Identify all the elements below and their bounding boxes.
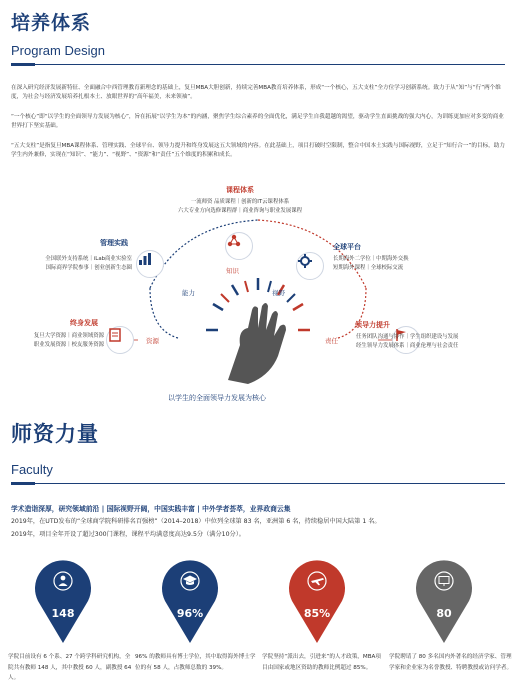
program-divider-accent [11, 63, 35, 66]
bar-chart-icon [137, 251, 153, 267]
faculty-tagline: 学术造诣深厚，研究领域前沿 | 国际视野开阔，中国实践丰富 | 中外学者荟萃，业界政商云集 [11, 505, 291, 513]
faculty-ranking-line: 2019年，在UTD发布的“全球商学院科研排名百强榜”（2014–2018）中位列全球第 83 名，亚洲第 6 名，持续稳居中国大陆第 1 名。 [11, 518, 381, 525]
gear-icon [297, 253, 313, 269]
pin-shape [284, 557, 350, 645]
stat-value: 148 [51, 607, 75, 620]
pin-shape [411, 557, 477, 645]
program-title-cn: 培养体系 [11, 12, 92, 34]
stat-description: 学院坚持“派出去，引进来”的人才政策，MBA项目由国家或地区资助的教师比例超过 85%。 [262, 654, 381, 671]
label-knowledge: 知识 [226, 267, 239, 275]
practice-lines [14, 255, 132, 273]
lifelong-line: 职业发展资源｜校友服务资源 [33, 342, 104, 348]
global-lines [333, 255, 408, 273]
stat-value: 96% [176, 607, 204, 620]
course-system-icon-badge [225, 232, 253, 260]
global-line: 短期海外课程｜全球校际交流 [333, 265, 404, 271]
global-title: 全球平台 [333, 243, 361, 251]
diagram-arcs [0, 180, 516, 420]
lifelong-title: 终身发展 [70, 319, 98, 327]
course-system-lines [158, 198, 322, 216]
stat-description: 96% 的教师具有博士学位，其中取得海外博士学位的有 58 人，占教师总数的 39%。 [135, 654, 256, 671]
network-icon [226, 233, 242, 249]
label-resource: 资源 [146, 337, 159, 345]
leadership-lines [356, 333, 458, 351]
program-title-en: Program Design [11, 43, 105, 58]
program-paragraph-2: “一个核心”即“以学生的全面领导力发展为核心”，旨在拓展“以学生为本”的内涵，聚焦学生综合素养的全面优化，满足学生自我超越的渴望，驱动学生直面挑战的强大内心，为训练更加应对多变的商业世界打下坚实基础。 [11, 114, 504, 130]
lifelong-icon-badge [106, 326, 134, 354]
global-icon-badge [296, 252, 324, 280]
stat-card [8, 555, 132, 685]
leadership-line: 经生领导力发展体系｜商业伦理与社会责任 [356, 343, 459, 349]
pin-shape [30, 557, 96, 645]
stat-description: 学院聘请了 80 多名国内外著名的经济学家、管理学家和企业家为名誉教授、特聘教授或访问学者。 [389, 654, 513, 671]
faculty-title-cn: 师资力量 [11, 422, 99, 446]
course-system-line: 六大专业方向选修课程群｜商业咨询与职业发展课程 [178, 208, 302, 214]
stat-card [389, 555, 513, 685]
program-paragraph-3: “五大支柱”是指复旦MBA课程体系、管理实践、全球平台、领导力提升和终身发展这五大领域的内容。在此基础上，项目打破时空限制，整合中国本土实践与国际视野，立足于“知行合一”的目标，助力学生内外兼修，实现在“知识”、“能力”、“视野”、“资源”和“责任”五个维度的积累和成长。 [11, 143, 505, 159]
stat-card [135, 555, 259, 685]
program-paragraph-1: 在深入研究经济发展新特征、全面融合中西管理教育新理念的基础上，复旦MBA大胆创新，持续完善MBA教育培养体系，形成“一个核心，五大支柱”全方位学习创新系统。致力于从“知”与“行”两个维度，为社会与经济发展培养扎根本土、放眼世界的“高年福美，未来领袖”。 [11, 85, 501, 101]
course-system-line: 一流师资 品质课程｜创新的IT云课程体系 [190, 199, 290, 205]
core-label: 以学生的全面领导力发展为核心 [168, 394, 266, 402]
stat-description: 学院目前设有 6 个系、27 个跨学科研究机构，全院共有教师 148 人，其中教授 60 人，副教授 64 人。 [8, 654, 132, 681]
faculty-divider-accent [11, 482, 35, 485]
pin-shape [157, 557, 223, 645]
program-divider [11, 64, 505, 65]
course-system-title: 课程体系 [226, 186, 254, 194]
global-line: 长期海外二学位｜中期海外交换 [333, 256, 409, 262]
stat-card [262, 555, 386, 685]
stat-value: 85% [303, 607, 331, 620]
stat-value: 80 [436, 607, 452, 620]
label-vision: 视野 [272, 289, 285, 297]
lifelong-line: 复旦大学资源｜商业领域资源 [33, 333, 104, 339]
faculty-divider [11, 483, 505, 484]
practice-icon-badge [136, 250, 164, 278]
practice-line: 全国联外支持系统｜iLab商业实验室 [45, 256, 132, 262]
practice-line: 国际商界学院参事｜创业创新生态圈 [45, 265, 132, 271]
lifelong-lines [8, 332, 104, 350]
program-diagram [0, 180, 516, 420]
label-responsibility: 责任 [325, 337, 338, 345]
label-ability: 能力 [182, 289, 195, 297]
leadership-line: 任务团队沟通与协作｜学生组织建设与发展 [356, 334, 459, 340]
faculty-title-en: Faculty [11, 462, 53, 477]
practice-title: 管理实践 [100, 239, 128, 247]
leadership-title: 领导力提升 [355, 321, 390, 329]
document-icon [107, 327, 123, 343]
hand-icon [228, 303, 286, 384]
faculty-course-line: 2019年，项目全年开设了超过300门课程，课程平均满意度高达9.5分（满分10分）。 [11, 531, 245, 538]
